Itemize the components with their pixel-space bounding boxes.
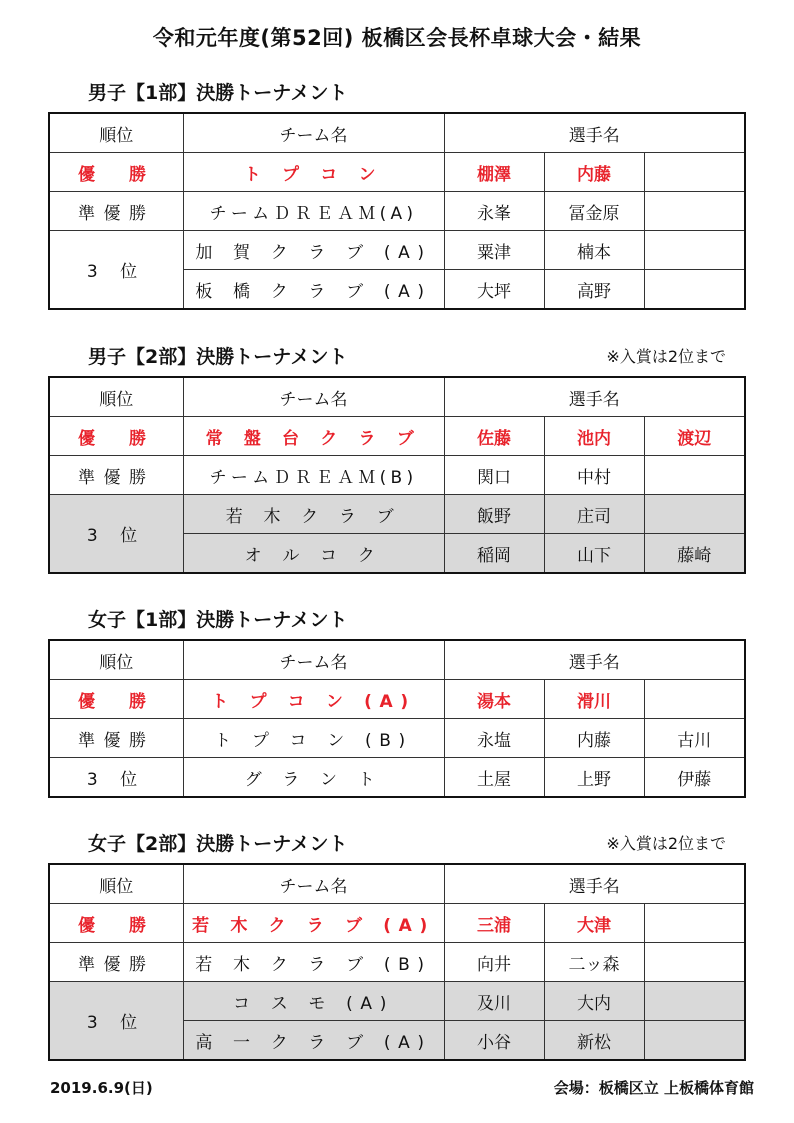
section-women-div2 bbox=[48, 829, 744, 1061]
table-row bbox=[49, 943, 745, 982]
team-cell: 常 盤 台 ク ラ ブ bbox=[183, 417, 444, 456]
player-cell: 古川 bbox=[644, 719, 745, 758]
team-cell: 加 賀 ク ラ ブ (A) bbox=[183, 231, 444, 270]
team-cell: 板 橋 ク ラ ブ (A) bbox=[183, 270, 444, 310]
player-cell: 冨金原 bbox=[544, 192, 644, 231]
player-cell bbox=[644, 192, 745, 231]
player-cell: 三浦 bbox=[444, 904, 544, 943]
player-cell: 渡辺 bbox=[644, 417, 745, 456]
rank-cell: 3 位 bbox=[49, 982, 183, 1061]
header-row bbox=[49, 864, 745, 904]
player-cell bbox=[644, 153, 745, 192]
player-cell bbox=[644, 495, 745, 534]
team-cell: オ ル コ ク bbox=[183, 534, 444, 574]
table-row bbox=[49, 192, 745, 231]
table-row bbox=[49, 456, 745, 495]
section-title: 男子【1部】決勝トーナメント bbox=[88, 82, 348, 104]
table-row bbox=[49, 758, 745, 798]
player-cell: 内藤 bbox=[544, 719, 644, 758]
team-cell: コ ス モ (A) bbox=[183, 982, 444, 1021]
player-cell: 高野 bbox=[544, 270, 644, 310]
team-cell: 高 一 ク ラ ブ (A) bbox=[183, 1021, 444, 1061]
page-title: 令和元年度(第52回) 板橋区会長杯卓球大会・結果 bbox=[152, 26, 642, 50]
players-header: 選手名 bbox=[444, 377, 745, 417]
rank-cell: 3 位 bbox=[49, 758, 183, 798]
rank-cell: 優 勝 bbox=[49, 680, 183, 719]
team-cell: チームＤＲＥＡＭ(B) bbox=[183, 456, 444, 495]
team-cell: ト プ コ ン (A) bbox=[183, 680, 444, 719]
player-cell: 湯本 bbox=[444, 680, 544, 719]
section-women-div1 bbox=[48, 605, 744, 798]
section-men-div2 bbox=[48, 342, 744, 574]
player-cell: 池内 bbox=[544, 417, 644, 456]
team-cell: ト プ コ ン bbox=[183, 153, 444, 192]
player-cell: 大津 bbox=[544, 904, 644, 943]
player-cell: 関口 bbox=[444, 456, 544, 495]
event-date: 2019.6.9(日) bbox=[50, 1079, 153, 1097]
section-note: ※入賞は2位まで bbox=[606, 834, 726, 853]
team-cell: 若 木 ク ラ ブ (A) bbox=[183, 904, 444, 943]
player-cell: 棚澤 bbox=[444, 153, 544, 192]
table-row bbox=[49, 982, 745, 1021]
team-header: チーム名 bbox=[183, 377, 444, 417]
player-cell: 大坪 bbox=[444, 270, 544, 310]
rank-header: 順位 bbox=[49, 113, 183, 153]
player-cell: 内藤 bbox=[544, 153, 644, 192]
player-cell bbox=[644, 904, 745, 943]
player-cell: 永峯 bbox=[444, 192, 544, 231]
player-cell: 稲岡 bbox=[444, 534, 544, 574]
team-cell: 若 木 ク ラ ブ (B) bbox=[183, 943, 444, 982]
player-cell: 新松 bbox=[544, 1021, 644, 1061]
player-cell bbox=[644, 982, 745, 1021]
player-cell bbox=[644, 1021, 745, 1061]
rank-cell: 準優勝 bbox=[49, 943, 183, 982]
player-cell bbox=[644, 943, 745, 982]
players-header: 選手名 bbox=[444, 640, 745, 680]
team-cell: ト プ コ ン (B) bbox=[183, 719, 444, 758]
table-row bbox=[49, 231, 745, 270]
table-row bbox=[49, 495, 745, 534]
results-table bbox=[48, 639, 746, 798]
player-cell: 山下 bbox=[544, 534, 644, 574]
player-cell: 永塩 bbox=[444, 719, 544, 758]
table-row bbox=[49, 904, 745, 943]
team-cell: グ ラ ン ト bbox=[183, 758, 444, 798]
player-cell: 土屋 bbox=[444, 758, 544, 798]
header-row bbox=[49, 640, 745, 680]
section-title: 女子【1部】決勝トーナメント bbox=[88, 609, 348, 631]
players-header: 選手名 bbox=[444, 113, 745, 153]
player-cell: 伊藤 bbox=[644, 758, 745, 798]
players-header: 選手名 bbox=[444, 864, 745, 904]
rank-cell: 優 勝 bbox=[49, 153, 183, 192]
player-cell: 大内 bbox=[544, 982, 644, 1021]
team-header: チーム名 bbox=[183, 113, 444, 153]
section-men-div1 bbox=[48, 78, 744, 310]
player-cell: 小谷 bbox=[444, 1021, 544, 1061]
header-row bbox=[49, 377, 745, 417]
player-cell bbox=[644, 680, 745, 719]
player-cell: 二ッ森 bbox=[544, 943, 644, 982]
results-table bbox=[48, 376, 746, 574]
player-cell: 佐藤 bbox=[444, 417, 544, 456]
player-cell: 庄司 bbox=[544, 495, 644, 534]
rank-cell: 準優勝 bbox=[49, 719, 183, 758]
rank-cell: 準優勝 bbox=[49, 456, 183, 495]
player-cell: 滑川 bbox=[544, 680, 644, 719]
rank-cell: 優 勝 bbox=[49, 417, 183, 456]
table-row bbox=[49, 680, 745, 719]
player-cell: 向井 bbox=[444, 943, 544, 982]
player-cell bbox=[644, 231, 745, 270]
rank-cell: 優 勝 bbox=[49, 904, 183, 943]
player-cell: 楠本 bbox=[544, 231, 644, 270]
rank-header: 順位 bbox=[49, 377, 183, 417]
player-cell bbox=[644, 456, 745, 495]
player-cell: 及川 bbox=[444, 982, 544, 1021]
rank-cell: 準優勝 bbox=[49, 192, 183, 231]
team-header: チーム名 bbox=[183, 640, 444, 680]
team-header: チーム名 bbox=[183, 864, 444, 904]
section-note: ※入賞は2位まで bbox=[606, 347, 726, 366]
player-cell: 中村 bbox=[544, 456, 644, 495]
player-cell: 藤崎 bbox=[644, 534, 745, 574]
player-cell: 飯野 bbox=[444, 495, 544, 534]
player-cell bbox=[644, 270, 745, 310]
table-row bbox=[49, 417, 745, 456]
results-table bbox=[48, 863, 746, 1061]
section-title: 男子【2部】決勝トーナメント bbox=[88, 346, 348, 368]
header-row bbox=[49, 113, 745, 153]
venue: 会場：板橋区立 上板橋体育館 bbox=[553, 1079, 754, 1097]
results-table bbox=[48, 112, 746, 310]
rank-header: 順位 bbox=[49, 864, 183, 904]
table-row bbox=[49, 153, 745, 192]
player-cell: 上野 bbox=[544, 758, 644, 798]
table-row bbox=[49, 719, 745, 758]
rank-header: 順位 bbox=[49, 640, 183, 680]
rank-cell: 3 位 bbox=[49, 495, 183, 574]
team-cell: 若 木 ク ラ ブ bbox=[183, 495, 444, 534]
team-cell: チームＤＲＥＡＭ(A) bbox=[183, 192, 444, 231]
rank-cell: 3 位 bbox=[49, 231, 183, 310]
player-cell: 粟津 bbox=[444, 231, 544, 270]
section-title: 女子【2部】決勝トーナメント bbox=[88, 833, 348, 855]
